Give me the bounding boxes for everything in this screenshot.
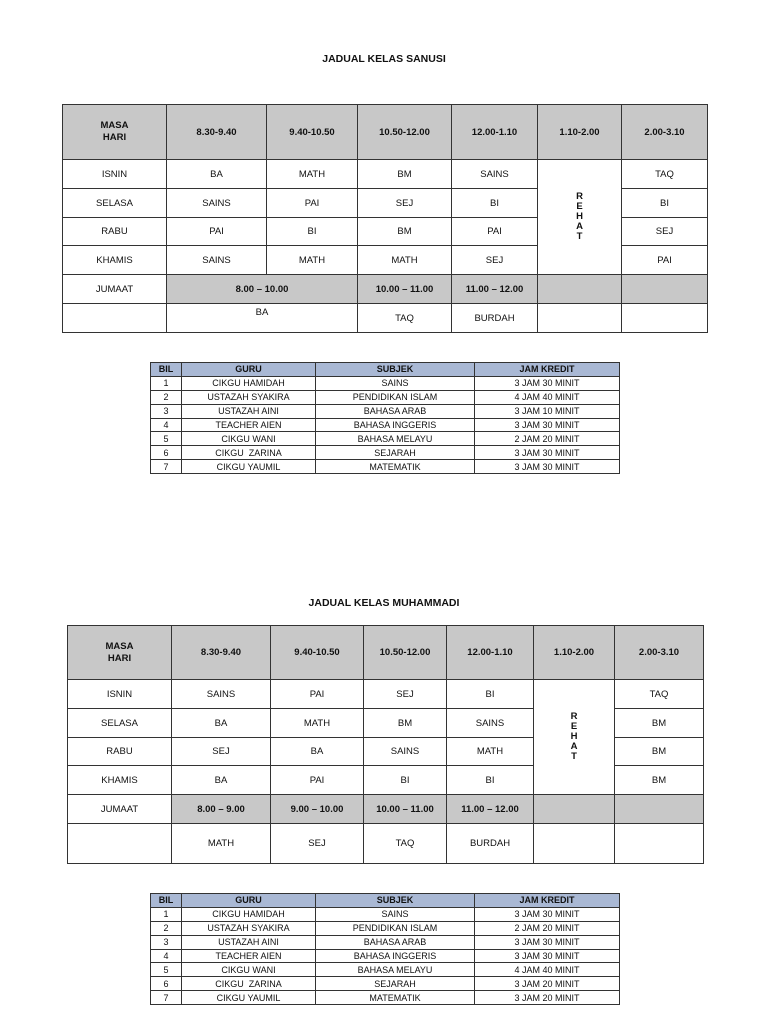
subject-cell: SAINS bbox=[452, 160, 538, 189]
subject-cell: BA bbox=[172, 709, 271, 738]
subject-cell: BA bbox=[167, 160, 267, 189]
friday-time-cell: 11.00 – 12.00 bbox=[447, 795, 534, 824]
friday-time-cell: 8.00 – 10.00 bbox=[167, 275, 358, 304]
subjek-cell: PENDIDIKAN ISLAM bbox=[316, 921, 475, 935]
jam-kredit-cell: 3 JAM 10 MINIT bbox=[475, 404, 620, 418]
subject-cell: BM bbox=[615, 766, 704, 795]
subjek-cell: SEJARAH bbox=[316, 446, 475, 460]
subject-cell: MATH bbox=[267, 246, 358, 275]
subject-cell: SEJ bbox=[172, 738, 271, 766]
subject-cell: TAQ bbox=[615, 680, 704, 709]
friday-subject-cell: BURDAH bbox=[447, 824, 534, 864]
friday-empty-cell bbox=[534, 795, 615, 824]
bil-cell: 1 bbox=[151, 376, 182, 390]
subject-cell: BI bbox=[267, 218, 358, 246]
masa-hari-header bbox=[63, 105, 167, 160]
bil-cell: 6 bbox=[151, 977, 182, 991]
friday-time-cell: 10.00 – 11.00 bbox=[364, 795, 447, 824]
bil-cell: 4 bbox=[151, 949, 182, 963]
guru-cell: CIKGU HAMIDAH bbox=[182, 907, 316, 921]
masa-label: MASA bbox=[105, 640, 134, 652]
hari-label: HARI bbox=[102, 132, 127, 143]
jam-kredit-cell: 3 JAM 20 MINIT bbox=[475, 991, 620, 1005]
table-row bbox=[151, 977, 620, 991]
day-cell: KHAMIS bbox=[68, 766, 172, 795]
day-cell: SELASA bbox=[68, 709, 172, 738]
subject-cell: BI bbox=[622, 189, 708, 218]
subject-cell: SAINS bbox=[167, 189, 267, 218]
slot-header: 2.00-3.10 bbox=[622, 105, 708, 160]
guru-cell: CIKGU ZARINA bbox=[182, 446, 316, 460]
subject-cell: BA bbox=[172, 766, 271, 795]
subject-cell: MATH bbox=[447, 738, 534, 766]
jam-kredit-cell: 3 JAM 30 MINIT bbox=[475, 376, 620, 390]
subject-cell: BA bbox=[271, 738, 364, 766]
sanusi-title: JADUAL KELAS SANUSI bbox=[322, 53, 446, 65]
day-cell: KHAMIS bbox=[63, 246, 167, 275]
subjek-cell: BAHASA ARAB bbox=[316, 404, 475, 418]
subject-cell: BI bbox=[452, 189, 538, 218]
subjek-header: SUBJEK bbox=[316, 363, 475, 377]
jam-kredit-cell: 3 JAM 30 MINIT bbox=[475, 418, 620, 432]
subject-cell: SAINS bbox=[364, 738, 447, 766]
bil-cell: 7 bbox=[151, 460, 182, 474]
subjek-cell: SEJARAH bbox=[316, 977, 475, 991]
jam-kredit-cell: 2 JAM 20 MINIT bbox=[475, 432, 620, 446]
empty-cell bbox=[615, 824, 704, 864]
guru-cell: CIKGU HAMIDAH bbox=[182, 376, 316, 390]
table-row bbox=[151, 991, 620, 1005]
empty-cell bbox=[68, 824, 172, 864]
sanusi-teacher-table bbox=[150, 362, 620, 474]
friday-subject-cell: BA bbox=[167, 304, 358, 333]
friday-subject-cell: BURDAH bbox=[452, 304, 538, 333]
subject-cell: SAINS bbox=[172, 680, 271, 709]
subject-cell: BM bbox=[615, 709, 704, 738]
guru-cell: CIKGU ZARINA bbox=[182, 977, 316, 991]
bil-cell: 6 bbox=[151, 446, 182, 460]
guru-cell: CIKGU YAUMIL bbox=[182, 460, 316, 474]
friday-empty-cell bbox=[538, 275, 622, 304]
subject-cell: SEJ bbox=[364, 680, 447, 709]
bil-cell: 5 bbox=[151, 963, 182, 977]
slot-header: 12.00-1.10 bbox=[447, 626, 534, 680]
slot-header: 10.50-12.00 bbox=[364, 626, 447, 680]
jam-kredit-cell: 4 JAM 40 MINIT bbox=[475, 390, 620, 404]
subjek-cell: MATEMATIK bbox=[316, 991, 475, 1005]
subjek-cell: MATEMATIK bbox=[316, 460, 475, 474]
jam-kredit-cell: 3 JAM 30 MINIT bbox=[475, 949, 620, 963]
subjek-cell: BAHASA MELAYU bbox=[316, 963, 475, 977]
friday-subject-cell: TAQ bbox=[358, 304, 452, 333]
slot-header: 9.40-10.50 bbox=[267, 105, 358, 160]
bil-cell: 7 bbox=[151, 991, 182, 1005]
subject-cell: TAQ bbox=[622, 160, 708, 189]
friday-subject-cell: MATH bbox=[172, 824, 271, 864]
day-cell: JUMAAT bbox=[63, 275, 167, 304]
table-row bbox=[151, 404, 620, 418]
jam-kredit-header: JAM KREDIT bbox=[475, 363, 620, 377]
table-row bbox=[151, 921, 620, 935]
bil-cell: 2 bbox=[151, 921, 182, 935]
hari-label: HARI bbox=[107, 652, 132, 664]
table-row bbox=[151, 907, 620, 921]
slot-header: 12.00-1.10 bbox=[452, 105, 538, 160]
friday-empty-cell bbox=[615, 795, 704, 824]
bil-cell: 3 bbox=[151, 404, 182, 418]
subject-cell: MATH bbox=[358, 246, 452, 275]
day-cell: ISNIN bbox=[63, 160, 167, 189]
bil-cell: 1 bbox=[151, 907, 182, 921]
jam-kredit-cell: 3 JAM 30 MINIT bbox=[475, 446, 620, 460]
subjek-cell: BAHASA MELAYU bbox=[316, 432, 475, 446]
slot-header: 1.10-2.00 bbox=[538, 105, 622, 160]
slot-header: 8.30-9.40 bbox=[172, 626, 271, 680]
guru-cell: TEACHER AIEN bbox=[182, 949, 316, 963]
table-row bbox=[151, 432, 620, 446]
subject-cell: PAI bbox=[271, 680, 364, 709]
friday-subject-cell: SEJ bbox=[271, 824, 364, 864]
jam-kredit-cell: 2 JAM 20 MINIT bbox=[475, 921, 620, 935]
empty-cell bbox=[63, 304, 167, 333]
jam-kredit-header: JAM KREDIT bbox=[475, 894, 620, 908]
day-cell: JUMAAT bbox=[68, 795, 172, 824]
subject-cell: SAINS bbox=[447, 709, 534, 738]
empty-cell bbox=[534, 824, 615, 864]
subject-cell: SEJ bbox=[358, 189, 452, 218]
masa-hari-header bbox=[68, 626, 172, 680]
subject-cell: MATH bbox=[271, 709, 364, 738]
bil-cell: 3 bbox=[151, 935, 182, 949]
subject-cell: BI bbox=[447, 680, 534, 709]
subjek-cell: SAINS bbox=[316, 907, 475, 921]
rehat-label: R E H A T bbox=[576, 191, 583, 242]
slot-header: 10.50-12.00 bbox=[358, 105, 452, 160]
table-row bbox=[151, 963, 620, 977]
muhammadi-timetable bbox=[67, 625, 704, 864]
jam-kredit-cell: 3 JAM 20 MINIT bbox=[475, 977, 620, 991]
muhammadi-teacher-table bbox=[150, 893, 620, 1005]
slot-header: 9.40-10.50 bbox=[271, 626, 364, 680]
table-row bbox=[151, 376, 620, 390]
slot-header: 1.10-2.00 bbox=[534, 626, 615, 680]
jam-kredit-cell: 4 JAM 40 MINIT bbox=[475, 963, 620, 977]
jam-kredit-cell: 3 JAM 30 MINIT bbox=[475, 907, 620, 921]
friday-time-cell: 11.00 – 12.00 bbox=[452, 275, 538, 304]
subject-cell: SAINS bbox=[167, 246, 267, 275]
day-cell: SELASA bbox=[63, 189, 167, 218]
guru-cell: USTAZAH SYAKIRA bbox=[182, 390, 316, 404]
table-row bbox=[151, 935, 620, 949]
subject-cell: PAI bbox=[167, 218, 267, 246]
guru-cell: USTAZAH AINI bbox=[182, 935, 316, 949]
subject-cell: PAI bbox=[271, 766, 364, 795]
subject-cell: BI bbox=[447, 766, 534, 795]
jam-kredit-cell: 3 JAM 30 MINIT bbox=[475, 460, 620, 474]
slot-header: 2.00-3.10 bbox=[615, 626, 704, 680]
table-row bbox=[151, 460, 620, 474]
bil-cell: 4 bbox=[151, 418, 182, 432]
table-row bbox=[151, 949, 620, 963]
subject-cell: BM bbox=[615, 738, 704, 766]
bil-header: BIL bbox=[151, 363, 182, 377]
day-cell: ISNIN bbox=[68, 680, 172, 709]
jam-kredit-cell: 3 JAM 30 MINIT bbox=[475, 935, 620, 949]
day-cell: RABU bbox=[63, 218, 167, 246]
table-row bbox=[151, 390, 620, 404]
friday-time-cell: 10.00 – 11.00 bbox=[358, 275, 452, 304]
bil-cell: 2 bbox=[151, 390, 182, 404]
subject-cell: PAI bbox=[622, 246, 708, 275]
bil-cell: 5 bbox=[151, 432, 182, 446]
friday-empty-cell bbox=[622, 275, 708, 304]
muhammadi-title: JADUAL KELAS MUHAMMADI bbox=[308, 597, 460, 609]
guru-cell: USTAZAH AINI bbox=[182, 404, 316, 418]
rehat-cell bbox=[534, 680, 615, 795]
masa-label: MASA bbox=[100, 120, 129, 131]
sanusi-timetable bbox=[62, 104, 708, 333]
subjek-header: SUBJEK bbox=[316, 894, 475, 908]
rehat-cell bbox=[538, 160, 622, 275]
table-row bbox=[151, 446, 620, 460]
subjek-cell: BAHASA ARAB bbox=[316, 935, 475, 949]
guru-cell: CIKGU WANI bbox=[182, 432, 316, 446]
subject-cell: MATH bbox=[267, 160, 358, 189]
subject-cell: BM bbox=[358, 160, 452, 189]
table-row bbox=[151, 418, 620, 432]
guru-header: GURU bbox=[182, 363, 316, 377]
subjek-cell: BAHASA INGGERIS bbox=[316, 418, 475, 432]
empty-cell bbox=[538, 304, 622, 333]
subject-cell: PAI bbox=[267, 189, 358, 218]
subject-cell: BI bbox=[364, 766, 447, 795]
friday-time-cell: 8.00 – 9.00 bbox=[172, 795, 271, 824]
slot-header: 8.30-9.40 bbox=[167, 105, 267, 160]
bil-header: BIL bbox=[151, 894, 182, 908]
subject-cell: BM bbox=[364, 709, 447, 738]
friday-time-cell: 9.00 – 10.00 bbox=[271, 795, 364, 824]
subject-cell: SEJ bbox=[622, 218, 708, 246]
guru-cell: CIKGU WANI bbox=[182, 963, 316, 977]
subject-cell: PAI bbox=[452, 218, 538, 246]
subject-cell: BM bbox=[358, 218, 452, 246]
day-cell: RABU bbox=[68, 738, 172, 766]
guru-cell: CIKGU YAUMIL bbox=[182, 991, 316, 1005]
guru-cell: USTAZAH SYAKIRA bbox=[182, 921, 316, 935]
guru-cell: TEACHER AIEN bbox=[182, 418, 316, 432]
empty-cell bbox=[622, 304, 708, 333]
guru-header: GURU bbox=[182, 894, 316, 908]
subjek-cell: SAINS bbox=[316, 376, 475, 390]
rehat-label: R E H A T bbox=[570, 711, 578, 762]
subject-cell: SEJ bbox=[452, 246, 538, 275]
subjek-cell: PENDIDIKAN ISLAM bbox=[316, 390, 475, 404]
subjek-cell: BAHASA INGGERIS bbox=[316, 949, 475, 963]
friday-subject-cell: TAQ bbox=[364, 824, 447, 864]
